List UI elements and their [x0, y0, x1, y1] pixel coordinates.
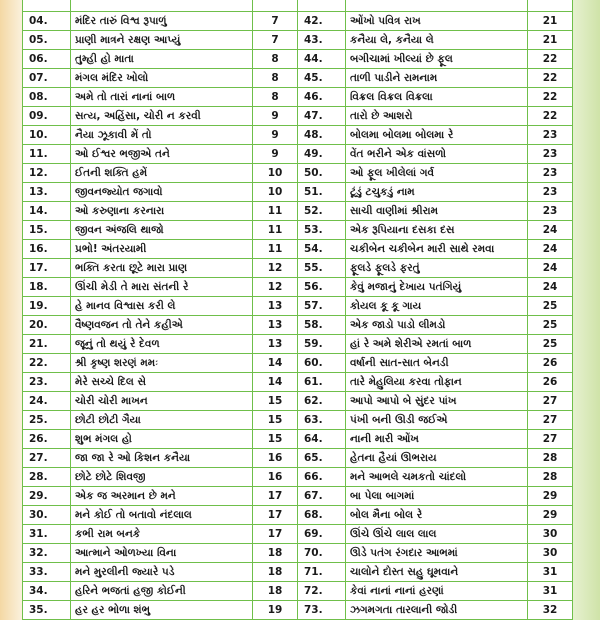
table-row: [23, 429, 573, 448]
right-song-number: 71.: [298, 562, 346, 581]
left-song-title: મેરે સચ્ચે દિલ સે: [71, 372, 253, 391]
table-row: [23, 258, 573, 277]
left-page-number: 8: [253, 49, 298, 68]
right-page-number: 30: [528, 543, 573, 562]
left-song-number: 12.: [23, 163, 71, 182]
song-index-table: [22, 0, 573, 620]
left-song-number: 26.: [23, 429, 71, 448]
left-page-number: 11: [253, 201, 298, 220]
right-page-number: [528, 0, 573, 11]
right-page-number: 31: [528, 562, 573, 581]
right-song-number: 53.: [298, 220, 346, 239]
right-page-number: 25: [528, 334, 573, 353]
left-song-title: હે માનવ વિશ્વાસ કરી લે: [71, 296, 253, 315]
right-page-number: 27: [528, 410, 573, 429]
right-song-title: બગીચામાં ખીલ્યાં છે ફૂલ: [346, 49, 528, 68]
left-page-number: 17: [253, 524, 298, 543]
right-song-title: ચકીબેન ચકીબેન મારી સાથે રમવા: [346, 239, 528, 258]
left-song-title: મને મુરલીની જ્યારે પડે: [71, 562, 253, 581]
left-page-number: 8: [253, 68, 298, 87]
left-page-number: 9: [253, 106, 298, 125]
left-page-number: 9: [253, 144, 298, 163]
right-page-number: 24: [528, 277, 573, 296]
right-song-title: એક જાડો પાડો લીમડો: [346, 315, 528, 334]
left-song-title: શ્રી કૃષ્ણ શરણં મમઃ: [71, 353, 253, 372]
left-song-title: જીવન અંજલિ થાજો: [71, 220, 253, 239]
right-song-title: ઊડે પતંગ રંગદાર આભમાં: [346, 543, 528, 562]
left-song-title: તુમ્હી હો માતા: [71, 49, 253, 68]
table-row: [23, 163, 573, 182]
table-row: [23, 353, 573, 372]
left-song-title: છોટે છોટે શિવજી: [71, 467, 253, 486]
right-song-number: 69.: [298, 524, 346, 543]
left-song-title: જૂનું તો થયું રે દેવળ: [71, 334, 253, 353]
left-song-title: ચોરી ચોરી માખન: [71, 391, 253, 410]
left-song-number: 21.: [23, 334, 71, 353]
right-song-title: ઓંખો પવિત્ર રાખ: [346, 11, 528, 30]
right-page-number: 27: [528, 429, 573, 448]
right-song-number: 68.: [298, 505, 346, 524]
right-song-number: 47.: [298, 106, 346, 125]
left-page-number: 18: [253, 543, 298, 562]
table-row: [23, 0, 573, 11]
table-row: [23, 505, 573, 524]
left-song-number: 28.: [23, 467, 71, 486]
right-song-number: 54.: [298, 239, 346, 258]
right-song-title: ઝગમગતા તારલાની જોડી: [346, 600, 528, 619]
right-song-title: હાં રે અમે શેરીએ રમતાં બાળ: [346, 334, 528, 353]
right-song-title: ચાલોને દોસ્ત સહુ ઘૂમવાને: [346, 562, 528, 581]
right-song-title: વિક્રલ વિક્રલ વિક્રલા: [346, 87, 528, 106]
left-song-title: સત્ય, અહિંસા, ચોરી ન કરવી: [71, 106, 253, 125]
left-song-number: 11.: [23, 144, 71, 163]
right-song-title: મને આભલે ચમકતો ચાંદલો: [346, 467, 528, 486]
right-page-number: 22: [528, 49, 573, 68]
right-page-number: 23: [528, 125, 573, 144]
left-song-number: 23.: [23, 372, 71, 391]
right-song-title: એક રૂપિયાના દસકા દસ: [346, 220, 528, 239]
left-song-title: શુભ મંગલ હો: [71, 429, 253, 448]
left-song-number: 18.: [23, 277, 71, 296]
right-page-number: 21: [528, 11, 573, 30]
right-page-number: 29: [528, 505, 573, 524]
right-page-number: 22: [528, 87, 573, 106]
table-row: [23, 201, 573, 220]
right-song-number: [298, 0, 346, 11]
right-song-number: 52.: [298, 201, 346, 220]
right-song-number: 48.: [298, 125, 346, 144]
left-page-number: 11: [253, 220, 298, 239]
table-row: [23, 448, 573, 467]
right-page-number: 25: [528, 315, 573, 334]
left-page-number: 7: [253, 11, 298, 30]
left-song-number: 05.: [23, 30, 71, 49]
right-song-title: ઊંચે ઊંચે લાલ લાલ: [346, 524, 528, 543]
right-page-number: 23: [528, 201, 573, 220]
right-song-number: 44.: [298, 49, 346, 68]
right-song-number: 56.: [298, 277, 346, 296]
left-page-number: 16: [253, 467, 298, 486]
left-song-title: ઓ ઈશ્વર ભજીએ તને: [71, 144, 253, 163]
right-song-number: 51.: [298, 182, 346, 201]
table-row: [23, 562, 573, 581]
right-song-number: 57.: [298, 296, 346, 315]
right-song-title: તાળી પાડીને રામનામ: [346, 68, 528, 87]
table-row: [23, 524, 573, 543]
left-page-number: 7: [253, 30, 298, 49]
left-page-number: 15: [253, 391, 298, 410]
left-song-title: જા જા રે ઓ કિશન કનૈયા: [71, 448, 253, 467]
left-song-number: 06.: [23, 49, 71, 68]
left-song-number: 17.: [23, 258, 71, 277]
left-page-number: 15: [253, 410, 298, 429]
table-row: [23, 410, 573, 429]
left-page-number: 12: [253, 258, 298, 277]
left-page-number: 11: [253, 239, 298, 258]
left-song-number: 15.: [23, 220, 71, 239]
right-song-title: કેવું મજાનું દેખાય પતંગિયું: [346, 277, 528, 296]
table-row: [23, 486, 573, 505]
left-page-number: 14: [253, 372, 298, 391]
right-page-number: 31: [528, 581, 573, 600]
right-page-number: 32: [528, 600, 573, 619]
right-song-number: 46.: [298, 87, 346, 106]
table-row: [23, 581, 573, 600]
left-song-title: હર હર ભોળા શંભુ: [71, 600, 253, 619]
left-song-title: વૈષ્ણવજન તો તેને કહીએ: [71, 315, 253, 334]
left-song-number: 16.: [23, 239, 71, 258]
left-song-number: 33.: [23, 562, 71, 581]
table-row: [23, 334, 573, 353]
left-song-number: 19.: [23, 296, 71, 315]
left-page-number: 18: [253, 562, 298, 581]
right-song-title: તારો છે આશરો: [346, 106, 528, 125]
right-page-number: 25: [528, 296, 573, 315]
left-page-number: 13: [253, 315, 298, 334]
left-song-title: મંગલ મંદિર ખોલો: [71, 68, 253, 87]
left-page-number: 15: [253, 429, 298, 448]
right-song-number: 50.: [298, 163, 346, 182]
left-page-number: 12: [253, 277, 298, 296]
table-row: [23, 68, 573, 87]
right-song-title: બોલ મૈના બોલ રે: [346, 505, 528, 524]
table-row: [23, 11, 573, 30]
left-page-number: 10: [253, 163, 298, 182]
left-song-number: 10.: [23, 125, 71, 144]
left-page-number: [253, 0, 298, 11]
left-song-number: 34.: [23, 581, 71, 600]
right-page-number: 23: [528, 144, 573, 163]
right-song-title: કેવાં નાનાં નાનાં હરણાં: [346, 581, 528, 600]
right-page-number: 23: [528, 163, 573, 182]
left-page-number: 17: [253, 486, 298, 505]
left-song-title: પ્રભો! અંતરયામી: [71, 239, 253, 258]
right-page-number: 24: [528, 239, 573, 258]
right-song-title: વેંત ભરીને એક વાંસળો: [346, 144, 528, 163]
left-page-number: 8: [253, 87, 298, 106]
right-page-number: 21: [528, 30, 573, 49]
left-song-title: હરિને ભજતાં હજી કોઈની: [71, 581, 253, 600]
left-song-title: નૈયા ઝૂકાવી મેં તો: [71, 125, 253, 144]
right-song-number: 60.: [298, 353, 346, 372]
table-row: [23, 49, 573, 68]
left-page-number: 16: [253, 448, 298, 467]
left-song-title: ઊંચી મેડી તે મારા સંતની રે: [71, 277, 253, 296]
left-song-title: એક જ અરમાન છે મને: [71, 486, 253, 505]
left-song-title: કભી રામ બનકે: [71, 524, 253, 543]
right-song-number: 42.: [298, 11, 346, 30]
index-page: [22, 0, 572, 620]
right-song-number: 66.: [298, 467, 346, 486]
left-page-number: 10: [253, 182, 298, 201]
left-song-number: [23, 0, 71, 11]
right-song-number: 61.: [298, 372, 346, 391]
left-song-title: છોટી છોટી ગૈયા: [71, 410, 253, 429]
left-song-title: મંદિર તારું વિશ્વ રૂપાળું: [71, 11, 253, 30]
right-page-number: 30: [528, 524, 573, 543]
table-row: [23, 372, 573, 391]
left-song-title: મને કોઈ તો બતાવો નંદલાલ: [71, 505, 253, 524]
table-row: [23, 87, 573, 106]
table-row: [23, 296, 573, 315]
left-song-number: 27.: [23, 448, 71, 467]
right-page-number: 28: [528, 448, 573, 467]
left-song-number: 29.: [23, 486, 71, 505]
right-song-title: પંખી બની ઊડી જઈએ: [346, 410, 528, 429]
right-song-number: 49.: [298, 144, 346, 163]
right-page-number: 24: [528, 258, 573, 277]
left-page-number: 17: [253, 505, 298, 524]
right-song-number: 55.: [298, 258, 346, 277]
right-page-number: 26: [528, 372, 573, 391]
left-song-number: 24.: [23, 391, 71, 410]
left-song-title: પ્રાણી માત્રને રક્ષણ આપ્યું: [71, 30, 253, 49]
right-song-title: હેતના હૈયાં ઊભરાય: [346, 448, 528, 467]
right-song-number: 67.: [298, 486, 346, 505]
right-song-title: ટૂંડું ટચુકડું નામ: [346, 182, 528, 201]
right-song-title: કોયલ કૂ કૂ ગાય: [346, 296, 528, 315]
right-song-title: બા પેલા બાગમાં: [346, 486, 528, 505]
left-page-number: 13: [253, 334, 298, 353]
right-song-title: આપો આપો બે સુંદર પાંખ: [346, 391, 528, 410]
left-song-number: 30.: [23, 505, 71, 524]
table-row: [23, 106, 573, 125]
left-song-number: 08.: [23, 87, 71, 106]
left-page-number: 9: [253, 125, 298, 144]
right-page-number: 24: [528, 220, 573, 239]
right-song-number: 45.: [298, 68, 346, 87]
left-song-number: 25.: [23, 410, 71, 429]
table-row: [23, 30, 573, 49]
right-song-number: 72.: [298, 581, 346, 600]
left-song-number: 09.: [23, 106, 71, 125]
left-page-number: 13: [253, 296, 298, 315]
right-song-title: ફૂલડે ફૂલડે ફરતું: [346, 258, 528, 277]
left-song-number: 20.: [23, 315, 71, 334]
left-song-title: ઓ કરુણાના કરનારા: [71, 201, 253, 220]
left-song-number: 35.: [23, 600, 71, 619]
right-song-number: 65.: [298, 448, 346, 467]
left-song-number: 07.: [23, 68, 71, 87]
right-song-title: ઓ ફૂલ ખીલેલાં ગર્વ: [346, 163, 528, 182]
left-page-number: 14: [253, 353, 298, 372]
right-page-number: 22: [528, 68, 573, 87]
table-row: [23, 239, 573, 258]
left-song-number: 13.: [23, 182, 71, 201]
right-song-number: 63.: [298, 410, 346, 429]
right-page-number: 22: [528, 106, 573, 125]
right-song-number: 70.: [298, 543, 346, 562]
table-row: [23, 220, 573, 239]
left-song-number: 32.: [23, 543, 71, 562]
table-row: [23, 277, 573, 296]
right-song-number: 43.: [298, 30, 346, 49]
table-row: [23, 467, 573, 486]
left-song-number: 22.: [23, 353, 71, 372]
right-page-number: 27: [528, 391, 573, 410]
right-song-title: [346, 0, 528, 11]
right-page-number: 26: [528, 353, 573, 372]
right-page-number: 28: [528, 467, 573, 486]
right-song-title: કનૈયા લે, કનૈયા લે: [346, 30, 528, 49]
left-song-number: 14.: [23, 201, 71, 220]
right-song-number: 73.: [298, 600, 346, 619]
table-row: [23, 182, 573, 201]
table-row: [23, 600, 573, 619]
right-song-title: સાચી વાણીમાં શ્રીરામ: [346, 201, 528, 220]
right-page-number: 29: [528, 486, 573, 505]
right-song-number: 59.: [298, 334, 346, 353]
right-song-number: 64.: [298, 429, 346, 448]
right-song-title: તારે મેહુલિયા કરવા તોફાન: [346, 372, 528, 391]
left-song-title: જીવનજ્યોત જગાવો: [71, 182, 253, 201]
table-row: [23, 543, 573, 562]
left-page-number: 19: [253, 600, 298, 619]
left-song-title: [71, 0, 253, 11]
left-song-title: ઈતની શક્તિ હમેં: [71, 163, 253, 182]
left-page-number: 18: [253, 581, 298, 600]
right-song-number: 58.: [298, 315, 346, 334]
right-song-title: નાની મારી ઓંખ: [346, 429, 528, 448]
right-song-title: બોલમા બોલમા બોલમા રે: [346, 125, 528, 144]
table-row: [23, 391, 573, 410]
table-row: [23, 315, 573, 334]
left-song-title: ભક્તિ કરતા છૂટે મારા પ્રાણ: [71, 258, 253, 277]
right-song-title: વર્ષાની સાત-સાત બેનડી: [346, 353, 528, 372]
right-song-number: 62.: [298, 391, 346, 410]
table-row: [23, 144, 573, 163]
left-song-title: આત્માને ઓળખ્યા વિના: [71, 543, 253, 562]
left-song-title: અમે તો તારાં નાનાં બાળ: [71, 87, 253, 106]
left-song-number: 04.: [23, 11, 71, 30]
table-row: [23, 125, 573, 144]
right-page-number: 23: [528, 182, 573, 201]
left-song-number: 31.: [23, 524, 71, 543]
